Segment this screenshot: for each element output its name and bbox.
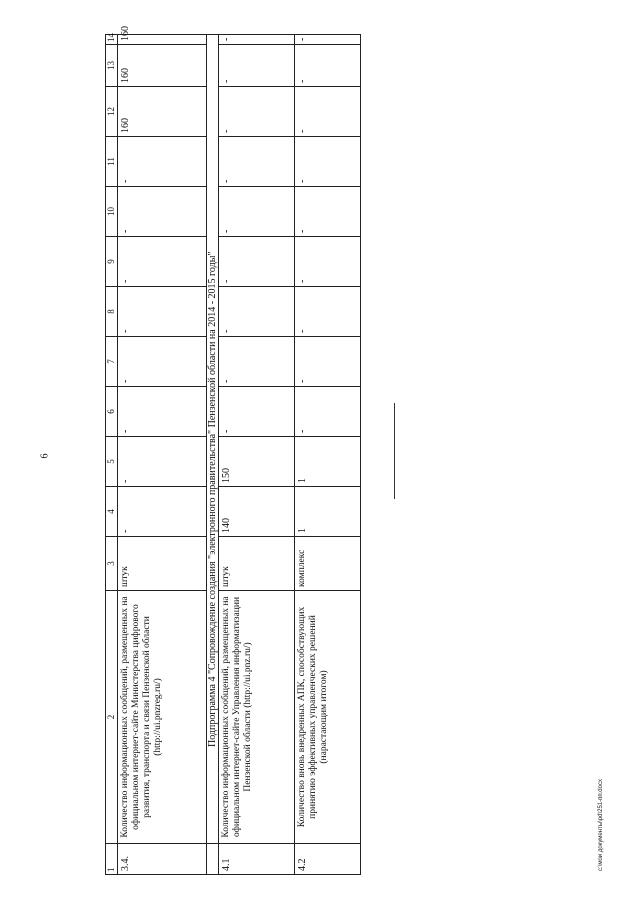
value-cell: -: [219, 337, 295, 387]
value-cell: -: [118, 387, 207, 437]
value-cell: -: [295, 187, 361, 237]
value-cell: -: [118, 137, 207, 187]
value-cell: -: [219, 87, 295, 137]
footer-rule: [394, 403, 395, 499]
value-cell: -: [118, 287, 207, 337]
value-cell: 1: [295, 437, 361, 487]
value-cell: -: [219, 287, 295, 337]
value-cell: 150: [219, 437, 295, 487]
value-cell: 1: [295, 487, 361, 537]
value-cell: 160: [118, 35, 207, 45]
unit-of-measure: штук: [219, 537, 295, 591]
indicator-name: Количество информационных сообщений, размещенных на официальном интернет-сайте Министерства цифрового развития, транспорта и связи Пензенской области (http://ui.pnzreg.ru/): [118, 591, 207, 844]
value-cell: -: [118, 487, 207, 537]
value-cell: -: [118, 437, 207, 487]
value-cell: 160: [118, 87, 207, 137]
col-header-2: 2: [106, 591, 118, 844]
col-header-8: 8: [106, 287, 118, 337]
value-cell: -: [219, 387, 295, 437]
subprogram-blank-cell: [207, 844, 219, 875]
col-header-3: 3: [106, 537, 118, 591]
value-cell: 160: [118, 45, 207, 87]
unit-of-measure: комплекс: [295, 537, 361, 591]
col-header-5: 5: [106, 437, 118, 487]
value-cell: -: [118, 237, 207, 287]
row-number: 4.1: [219, 844, 295, 875]
col-header-13: 13: [106, 45, 118, 87]
value-cell: -: [295, 387, 361, 437]
value-cell: 140: [219, 487, 295, 537]
value-cell: -: [295, 237, 361, 287]
value-cell: -: [295, 45, 361, 87]
subprogram-row: [207, 35, 219, 875]
indicator-name: Количество информационных сообщений, размещенных на официальном интернет-сайте Управления информатизации Пензенской области (http://ui.pnz.ru/): [219, 591, 295, 844]
value-cell: -: [118, 187, 207, 237]
footer-file-path: c:\мои документы\pd\251-пп.docx: [598, 779, 604, 871]
col-header-12: 12: [106, 87, 118, 137]
value-cell: -: [295, 87, 361, 137]
col-header-14: 14: [106, 35, 118, 45]
indicator-name: Количество вновь внедренных АПК, способствующих принятию эффективных управленческих решений (нарастающим итогом): [295, 591, 361, 844]
col-header-11: 11: [106, 137, 118, 187]
table-row-4-1: [219, 35, 295, 875]
table-row-4-2: [295, 35, 361, 875]
table-row-3-4: [118, 35, 207, 875]
col-header-9: 9: [106, 237, 118, 287]
col-header-4: 4: [106, 487, 118, 537]
value-cell: -: [219, 137, 295, 187]
indicators-table: [105, 26, 361, 875]
value-cell: -: [219, 187, 295, 237]
unit-of-measure: штук: [118, 537, 207, 591]
column-numbers-row: [106, 35, 118, 875]
value-cell: -: [295, 287, 361, 337]
value-cell: -: [118, 337, 207, 387]
subprogram-title: Подпрограмма 4 "Сопровождение создания "электронного правительства" Пензенской области на 2014 - 2015 годы": [207, 35, 219, 844]
value-cell: -: [295, 35, 361, 45]
col-header-1: 1: [106, 844, 118, 875]
value-cell: -: [219, 35, 295, 45]
col-header-7: 7: [106, 337, 118, 387]
value-cell: -: [295, 337, 361, 387]
rotated-table-wrapper: [105, 26, 357, 875]
page-number: 6: [39, 453, 50, 459]
row-number: 4.2: [295, 844, 361, 875]
value-cell: -: [219, 237, 295, 287]
value-cell: -: [219, 45, 295, 87]
col-header-10: 10: [106, 187, 118, 237]
col-header-6: 6: [106, 387, 118, 437]
value-cell: -: [295, 137, 361, 187]
row-number: 3.4.: [118, 844, 207, 875]
